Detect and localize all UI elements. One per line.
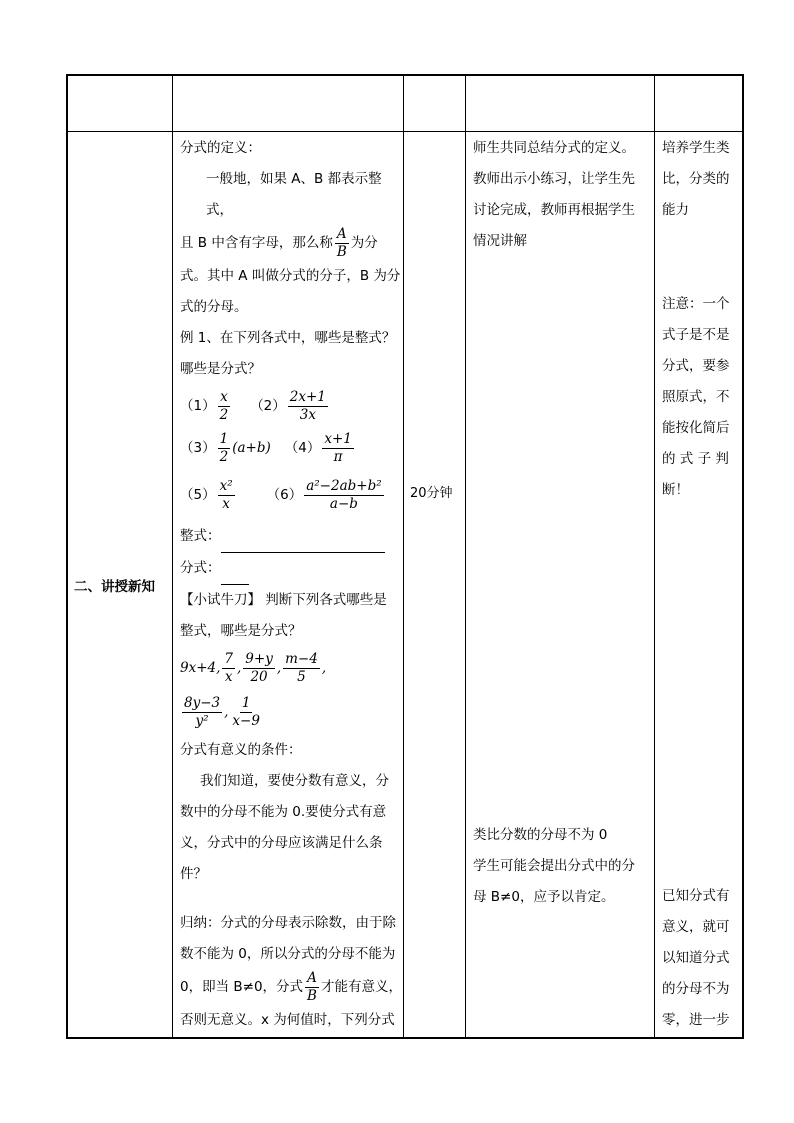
knowledge-line: 以知道分式 bbox=[662, 950, 730, 966]
definition-line: 一般地，如果 A、B 都表示整式， bbox=[206, 171, 382, 218]
example-line: 哪些是分式？ bbox=[180, 361, 261, 377]
summary-text: 0，即当 B≠0，分式 bbox=[180, 979, 304, 995]
summary-line bbox=[180, 970, 402, 1005]
condition-line: 件？ bbox=[180, 866, 207, 882]
summary-text: 才能有意义， bbox=[320, 979, 402, 995]
knowledge-line: 的分母不为 bbox=[662, 981, 730, 997]
definition-title: 分式的定义： bbox=[180, 140, 261, 156]
knowledge-line: 已知分式有 bbox=[662, 888, 730, 904]
intent-column bbox=[662, 133, 742, 226]
practice-expressions: 9x+4, $\frac{7}{x}$ , $\frac{9+y}{20}$ , $\frac{m-4}{5}$ , bbox=[180, 650, 327, 685]
practice-expressions: $\frac{8y-3}{\text{y²}}$ , $\frac{1}{x-9}$ bbox=[184, 694, 260, 729]
item-number: （2） bbox=[250, 397, 286, 414]
section-label: 二、讲授新知 bbox=[74, 579, 155, 595]
expr-x-over-2: $\frac{x}{2}$ bbox=[219, 388, 229, 423]
condition-line: 数中的分母不能为 0.要使分式有意 bbox=[180, 804, 387, 820]
note-column bbox=[662, 289, 742, 506]
note-line: 分式，要参 bbox=[662, 358, 730, 374]
expr-a-plus-b: (a+b) bbox=[232, 439, 271, 456]
summary-line: 否则无意义。x 为何值时，下列分式 bbox=[180, 1012, 395, 1028]
item-number: （6） bbox=[266, 486, 303, 503]
item-number: （1） bbox=[180, 397, 216, 414]
definition-line: 式。其中 A 叫做分式的分子，B 为分 bbox=[180, 268, 401, 284]
practice-text: 判断下列各式哪些是 bbox=[265, 592, 387, 608]
fenshi-answer-line bbox=[180, 553, 402, 585]
zhengshi-blank bbox=[221, 521, 385, 553]
fenshi-label: 分式： bbox=[180, 560, 221, 576]
activity-column bbox=[473, 133, 653, 257]
definition-line: 式的分母。 bbox=[180, 299, 248, 315]
column-divider-3 bbox=[465, 74, 466, 1039]
note-line: 的 式 子 判 bbox=[662, 451, 729, 467]
intent-line: 培养学生类 bbox=[662, 140, 730, 156]
example-items-row bbox=[180, 385, 402, 427]
column-divider-4 bbox=[654, 74, 655, 1039]
activity-line: 教师出示小练习，让学生先 bbox=[473, 171, 635, 187]
intent-line: 比，分类的 bbox=[662, 171, 730, 187]
expr-half: $\frac{1}{2}$ bbox=[219, 430, 229, 465]
definition-text: 为分 bbox=[350, 235, 378, 251]
fraction-a-over-b: $\frac{A}{B}$ bbox=[336, 226, 347, 260]
zhengshi-label: 整式： bbox=[180, 528, 221, 544]
summary-line: 归纳：分式的分母表示除数，由于除 bbox=[180, 915, 396, 931]
expr-x1-over-pi: $\frac{x+1}{\pi}$ bbox=[324, 430, 352, 465]
definition-text: 且 B 中含有字母，那么称 bbox=[180, 235, 333, 251]
condition-title: 分式有意义的条件： bbox=[180, 742, 302, 758]
example-items-row bbox=[180, 427, 402, 469]
activity-column-lower bbox=[473, 820, 653, 913]
knowledge-line: 意义，就可 bbox=[662, 919, 730, 935]
condition-line: 我们知道，要使分数有意义，分 bbox=[200, 773, 389, 789]
note-line: 断！ bbox=[662, 482, 689, 498]
column-divider-2 bbox=[403, 74, 404, 1039]
note-line: 式子是不是 bbox=[662, 327, 730, 343]
intent-line: 能力 bbox=[662, 202, 689, 218]
definition-line bbox=[180, 226, 402, 261]
activity-line: 讨论完成，教师再根据学生 bbox=[473, 202, 635, 218]
practice-line: 整式，哪些是分式？ bbox=[180, 623, 302, 639]
item-number: （4） bbox=[284, 439, 321, 456]
expr-x2-over-x: $\frac{\text{x²}}{x}$ bbox=[219, 477, 233, 512]
activity-line: 母 B≠0，应予以肯定。 bbox=[473, 889, 615, 905]
practice-line bbox=[180, 585, 402, 616]
item-number: （5） bbox=[180, 486, 216, 503]
expr-2x1-over-3x: $\frac{2x+1}{3x}$ bbox=[289, 388, 326, 423]
example-items-row bbox=[180, 469, 402, 521]
zhengshi-answer-line bbox=[180, 521, 402, 553]
knowledge-column bbox=[662, 881, 742, 1036]
item-number: （3） bbox=[180, 439, 216, 456]
time-allocation: 20分钟 bbox=[410, 486, 453, 501]
note-line: 注意：一个 bbox=[662, 296, 730, 312]
condition-line: 义，分式中的分母应该满足什么条 bbox=[180, 835, 383, 851]
fraction-a-over-b: $\frac{A}{B}$ bbox=[307, 970, 317, 1004]
practice-title: 【小试牛刀】 bbox=[180, 592, 261, 608]
note-line: 照原式，不 bbox=[662, 389, 730, 405]
example-line: 例 1、在下列各式中，哪些是整式？ bbox=[180, 330, 396, 346]
summary-line: 数不能为 0，所以分式的分母不能为 bbox=[180, 946, 396, 962]
expr-a2-2ab-b2-over-a-b: $\frac{\text{a²−2ab+b²}}{a-b}$ bbox=[306, 477, 382, 512]
content-column bbox=[180, 133, 402, 1036]
fenshi-blank bbox=[221, 553, 249, 585]
activity-line: 学生可能会提出分式中的分 bbox=[473, 858, 635, 874]
activity-line: 情况讲解 bbox=[473, 233, 527, 249]
note-line: 能按化简后 bbox=[662, 420, 730, 436]
knowledge-line: 零，进一步 bbox=[662, 1012, 730, 1028]
activity-line: 师生共同总结分式的定义。 bbox=[473, 140, 635, 156]
activity-line: 类比分数的分母不为 0 bbox=[473, 827, 608, 843]
header-row-divider bbox=[66, 131, 744, 132]
column-divider-1 bbox=[172, 74, 173, 1039]
